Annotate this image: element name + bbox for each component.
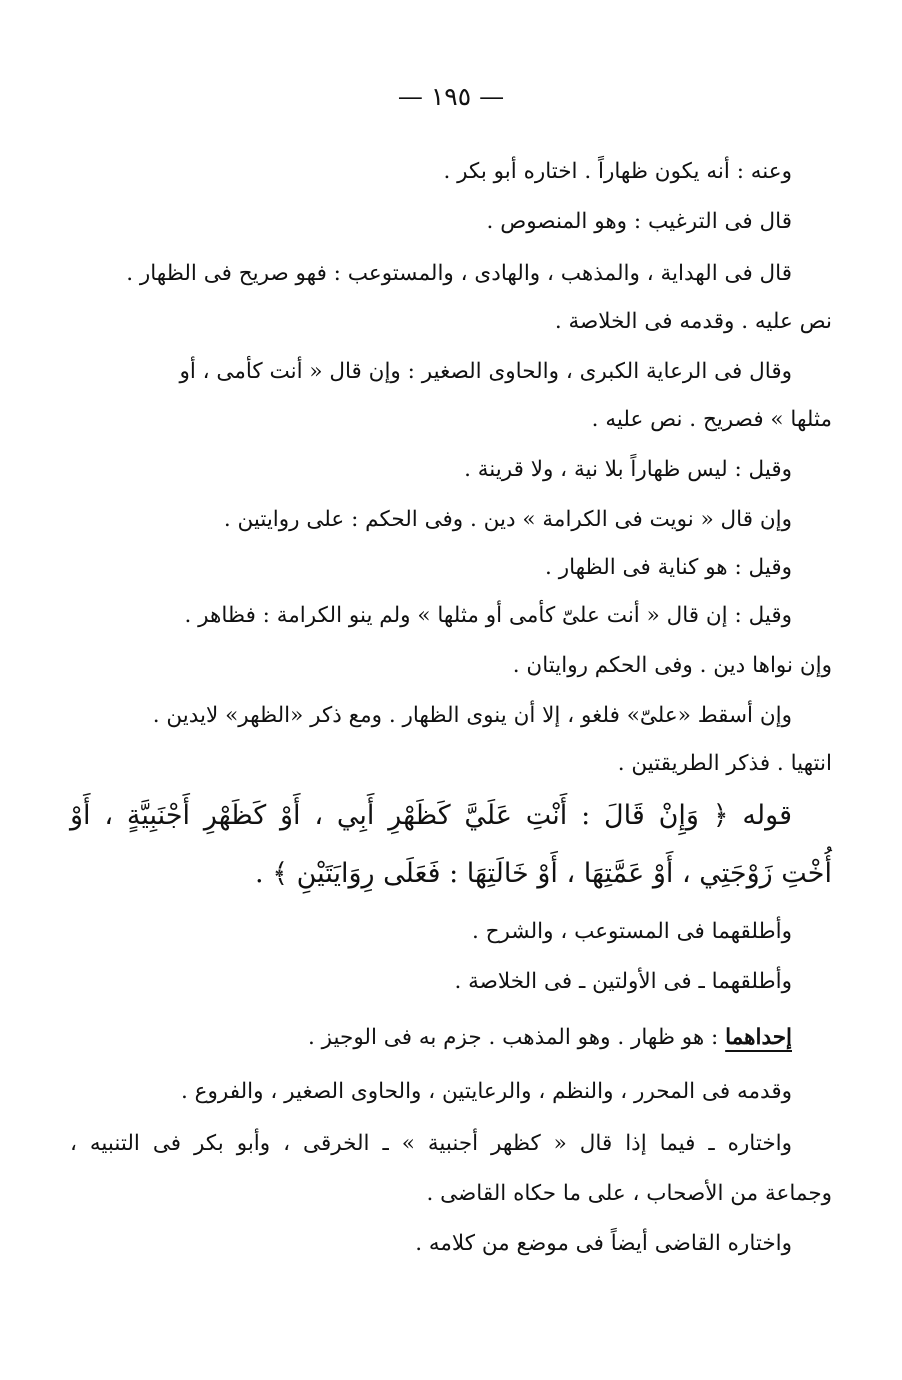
page-number: — ١٩٥ — — [397, 82, 505, 111]
text-line: مثلها » فصريح . نص عليه . — [591, 407, 832, 432]
text-line: واختاره القاضى أيضاً فى موضع من كلامه . — [415, 1231, 792, 1256]
text-line: وقيل : ليس ظهاراً بلا نية ، ولا قرينة . — [464, 457, 792, 482]
text-line: قال فى الترغيب : وهو المنصوص . — [486, 209, 792, 234]
text-line: نص عليه . وقدمه فى الخلاصة . — [554, 309, 832, 334]
text-line: وقال فى الرعاية الكبرى ، والحاوى الصغير : وإن قال « أنت كأمى ، أو — [179, 359, 792, 384]
text-line: انتهيا . فذكر الطريقتين . — [617, 751, 832, 776]
text-span: : هو ظهار . وهو المذهب . جزم به فى الوجيز . — [308, 1025, 719, 1050]
heading-word: إحداهما — [725, 1025, 792, 1050]
text-line: وقيل : هو كناية فى الظهار . — [545, 555, 792, 580]
text-line: وعنه : أنه يكون ظهاراً . اختاره أبو بكر . — [443, 159, 792, 184]
text-line: وقدمه فى المحرر ، والنظم ، والرعايتين ، والحاوى الصغير ، والفروع . — [181, 1079, 792, 1104]
quran-verse-line: أُخْتِ زَوْجَتِي ، أَوْ عَمَّتِهَا ، أَوْ خَالَتِهَا : فَعَلَى رِوَايَتَيْنِ ﴾ . — [255, 858, 832, 889]
text-line: قال فى الهداية ، والمذهب ، والهادى ، والمستوعب : فهو صريح فى الظهار . — [126, 261, 792, 286]
text-line: وإن أسقط «علىّ» فلغو ، إلا أن ينوى الظهار . ومع ذكر «الظهر» لايدين . — [152, 703, 792, 728]
text-line: واختاره ـ فيما إذا قال « كظهر أجنبية » ـ الخرقى ، وأبو بكر فى التنبيه ، — [70, 1131, 792, 1156]
quran-verse-line: قوله ﴿ وَإِنْ قَالَ : أَنْتِ عَلَيَّ كَظَهْرِ أَبِي ، أَوْ كَظَهْرِ أَجْنَبِيَّةٍ ، أَوْ — [70, 800, 792, 831]
text-line: وجماعة من الأصحاب ، على ما حكاه القاضى . — [426, 1181, 832, 1206]
text-line — [70, 1022, 792, 1054]
text-line: وأطلقهما ـ فى الأولتين ـ فى الخلاصة . — [454, 969, 792, 994]
text-line: وإن نواها دين . وفى الحكم روايتان . — [512, 653, 832, 678]
text-line: وإن قال « نويت فى الكرامة » دين . وفى الحكم : على روايتين . — [223, 507, 792, 532]
text-line: وأطلقهما فى المستوعب ، والشرح . — [472, 919, 792, 944]
text-line: وقيل : إن قال « أنت علىّ كأمى أو مثلها » ولم ينو الكرامة : فظاهر . — [184, 603, 792, 628]
